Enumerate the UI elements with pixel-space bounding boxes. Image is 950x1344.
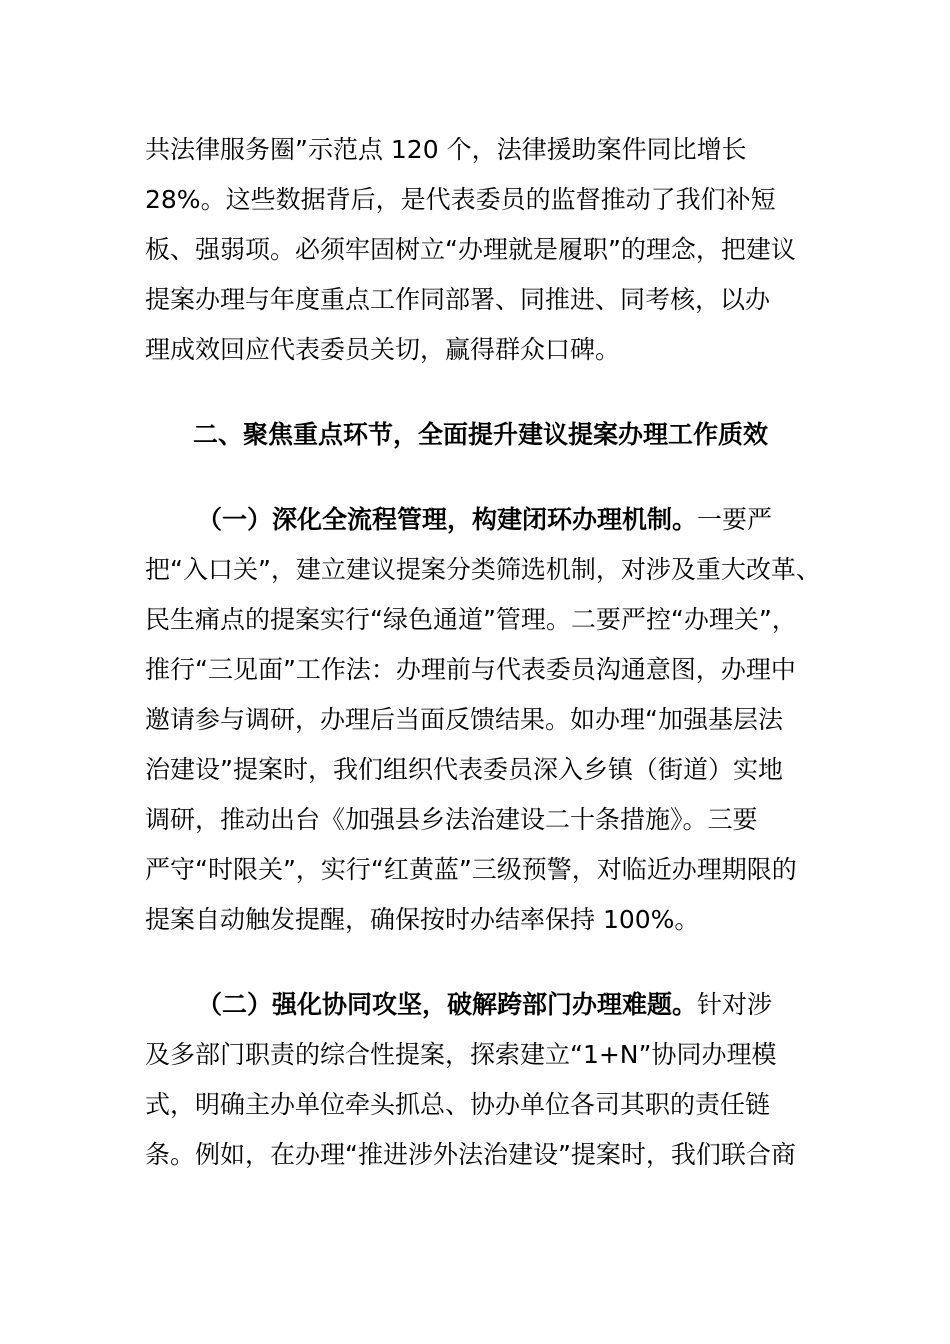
body-text-line: 板、强弱项。必须牢固树立“办理就是履职”的理念，把建议 [145,235,796,264]
subsection-title: （一）深化全流程管理，构建闭环办理机制。 [197,505,698,534]
body-text-line: 严守“时限关”，实行“红黄蓝”三级预警，对临近办理期限的 [145,855,797,884]
subsection-first-line [197,504,772,536]
body-text-line: 28%。这些数据背后，是代表委员的监督推动了我们补短 [145,185,776,214]
body-text-line: 调研，推动出台《加强县乡法治建设二十条措施》。三要 [145,805,758,834]
section-heading: 二、聚焦重点环节，全面提升建议提案办理工作质效 [193,420,769,449]
body-text-line: 治建设”提案时，我们组织代表委员深入乡镇（街道）实地 [145,755,783,784]
body-text-line: 邀请参与调研，办理后当面反馈结果。如办理“加强基层法 [145,705,783,734]
subsection-lead-text: 针对涉 [697,990,773,1019]
subsection-title: （二）强化协同攻坚，破解跨部门办理难题。 [197,990,698,1019]
body-text-line: 推行“三见面”工作法：办理前与代表委员沟通意图，办理中 [145,655,796,684]
subsection-first-line [197,989,772,1021]
body-text-line: 理成效回应代表委员关切，赢得群众口碑。 [145,335,621,364]
body-text-line: 及多部门职责的综合性提案，探索建立“1+N”协同办理模 [145,1040,777,1069]
body-text-line: 条。例如，在办理“推进涉外法治建设”提案时，我们联合商 [145,1140,796,1169]
body-text-line: 提案自动触发提醒，确保按时办结率保持 100%。 [145,905,700,934]
body-text-line: 民生痛点的提案实行“绿色通道”管理。二要严控“办理关”， [145,605,797,634]
subsection-lead-text: 一要严 [697,505,773,534]
body-text-line: 把“入口关”，建立建议提案分类筛选机制，对涉及重大改革、 [145,555,821,584]
body-text-line: 共法律服务圈”示范点 120 个，法律援助案件同比增长 [145,135,747,164]
body-text-line: 式，明确主办单位牵头抓总、协办单位各司其职的责任链 [145,1090,771,1119]
body-text-line: 提案办理与年度重点工作同部署、同推进、同考核，以办 [145,285,771,314]
